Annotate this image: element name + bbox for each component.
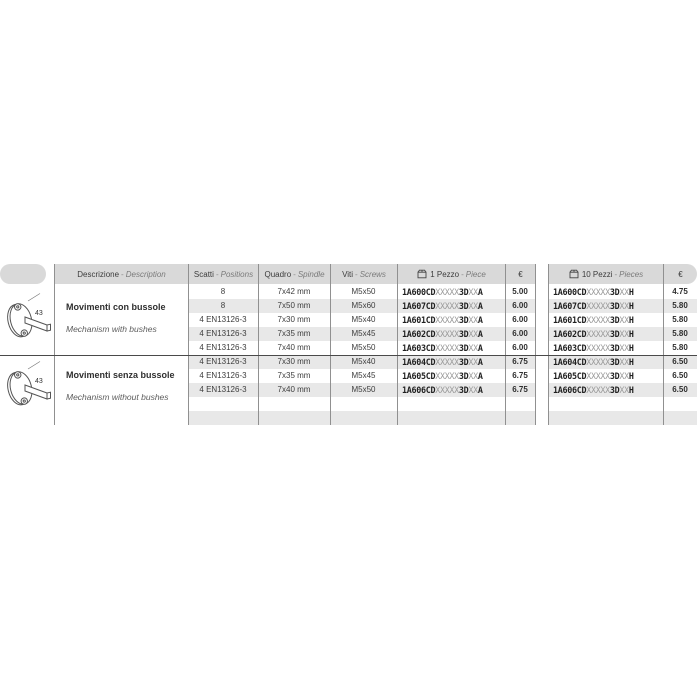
code-segment: 3D — [458, 371, 469, 381]
code-placeholder-segment: XXXXX — [586, 329, 610, 339]
code-placeholder-segment: XX — [619, 329, 629, 339]
cell-code-1pc — [397, 327, 505, 341]
code-placeholder-segment: XXXXX — [586, 357, 610, 367]
code-placeholder-segment: XX — [468, 301, 478, 311]
cell-positions: 8 — [220, 301, 226, 310]
code-segment: 3D — [609, 357, 620, 367]
cell-positions: 4 EN13126-3 — [199, 315, 247, 324]
cell-positions: 8 — [220, 287, 226, 296]
cell-code-1pc — [397, 299, 505, 313]
group-2-title: Movimenti senza bussole — [66, 370, 175, 380]
code-placeholder-segment: XX — [619, 385, 629, 395]
cell-code-10pc — [548, 355, 663, 369]
code-segment: H — [628, 287, 634, 297]
code-segment: A — [477, 357, 483, 367]
code-placeholder-segment: XXXXX — [586, 343, 610, 353]
cell-spindle: 7x42 mm — [277, 287, 311, 296]
code-placeholder-segment: XX — [468, 371, 478, 381]
table-row — [0, 341, 700, 355]
code-segment: 1A601CD — [553, 315, 587, 325]
code-placeholder-segment: XX — [468, 385, 478, 395]
code-segment: 1A606CD — [553, 385, 587, 395]
code-placeholder-segment: XXXXX — [435, 301, 459, 311]
cell-code-1pc — [397, 285, 505, 299]
header-euro-10-pieces — [664, 264, 697, 284]
code-segment: A — [477, 301, 483, 311]
cell-positions: 4 EN13126-3 — [199, 357, 247, 366]
code-segment: H — [628, 371, 634, 381]
code-placeholder-segment: XX — [619, 315, 629, 325]
code-placeholder-segment: XX — [619, 371, 629, 381]
code-placeholder-segment: XXXXX — [435, 287, 459, 297]
cell-price-1pc: 5.00 — [512, 287, 528, 296]
code-segment: 3D — [609, 287, 620, 297]
header-euro-1-piece — [506, 264, 535, 284]
code-segment: 3D — [458, 385, 469, 395]
code-segment: 3D — [609, 315, 620, 325]
header-1-piece-it: 1 Pezzo — [430, 269, 460, 279]
cell-price-1pc: 6.75 — [512, 385, 528, 394]
header-image-column — [0, 264, 46, 284]
package-icon — [569, 269, 579, 279]
code-segment: H — [628, 315, 634, 325]
header-separator: - — [461, 269, 464, 279]
header-spindle-it: Quadro — [264, 269, 292, 279]
cell-spindle: 7x40 mm — [277, 385, 311, 394]
cell-code-10pc — [548, 383, 663, 397]
cell-screws: M5x50 — [351, 385, 376, 394]
mechanism-without-bushes-drawing — [1, 358, 53, 416]
cell-price-1pc: 6.75 — [512, 357, 528, 366]
group-1-title: Movimenti con bussole — [66, 302, 166, 312]
cell-spindle: 7x50 mm — [277, 301, 311, 310]
cell-code-10pc — [548, 299, 663, 313]
cell-screws: M5x45 — [351, 329, 376, 338]
code-placeholder-segment: XXXXX — [435, 329, 459, 339]
code-placeholder-segment: XXXXX — [435, 357, 459, 367]
cell-spindle: 7x35 mm — [277, 371, 311, 380]
dimension-label: 43 — [35, 310, 43, 317]
cell-positions: 4 EN13126-3 — [199, 343, 247, 352]
code-placeholder-segment: XX — [468, 329, 478, 339]
header-separator: - — [215, 269, 219, 279]
code-placeholder-segment: XXXXX — [586, 301, 610, 311]
header-positions-en: Positions — [220, 269, 254, 279]
code-segment: 1A604CD — [553, 357, 587, 367]
cell-code-1pc — [397, 341, 505, 355]
cell-code-10pc — [548, 341, 663, 355]
code-segment: 3D — [609, 343, 620, 353]
header-separator: - — [614, 269, 618, 279]
cell-positions: 4 EN13126-3 — [199, 385, 247, 394]
cell-price-10pc: 5.80 — [672, 301, 688, 310]
group-1-subtitle: Mechanism with bushes — [66, 324, 157, 334]
code-segment: 1A604CD — [402, 357, 436, 367]
code-placeholder-segment: XXXXX — [435, 315, 459, 325]
code-segment: A — [477, 371, 483, 381]
header-10-pieces-en: Pieces — [619, 269, 644, 279]
cell-price-1pc: 6.00 — [512, 329, 528, 338]
code-segment: 1A606CD — [402, 385, 436, 395]
code-placeholder-segment: XX — [468, 315, 478, 325]
header-spindle-en: Spindle — [297, 269, 325, 279]
header-separator: - — [293, 269, 296, 279]
code-segment: 1A601CD — [402, 315, 436, 325]
header-spindle — [259, 264, 330, 284]
cell-code-1pc — [397, 313, 505, 327]
group-divider-line — [0, 355, 697, 356]
cell-price-10pc: 6.50 — [672, 371, 688, 380]
cell-screws: M5x40 — [351, 315, 376, 324]
code-segment: A — [477, 315, 483, 325]
code-segment: 3D — [458, 357, 469, 367]
cell-code-1pc — [397, 383, 505, 397]
code-segment: 1A607CD — [553, 301, 587, 311]
cell-positions: 4 EN13126-3 — [199, 329, 247, 338]
cell-screws: M5x60 — [351, 301, 376, 310]
code-segment: A — [477, 343, 483, 353]
cell-code-10pc — [548, 369, 663, 383]
code-segment: H — [628, 385, 634, 395]
euro-symbol: € — [678, 269, 683, 279]
mechanism-with-bushes-drawing — [1, 290, 53, 348]
code-placeholder-segment: XXXXX — [435, 385, 459, 395]
cell-price-10pc: 6.50 — [672, 385, 688, 394]
code-placeholder-segment: XX — [619, 287, 629, 297]
code-segment: 1A605CD — [553, 371, 587, 381]
cell-price-1pc: 6.75 — [512, 371, 528, 380]
row-stripe — [188, 411, 535, 425]
cell-price-1pc: 6.00 — [512, 315, 528, 324]
catalog-table — [0, 262, 700, 434]
table-row — [0, 285, 700, 299]
code-segment: A — [477, 329, 483, 339]
code-segment: H — [628, 301, 634, 311]
code-segment: H — [628, 343, 634, 353]
code-segment: H — [628, 357, 634, 367]
code-segment: A — [477, 385, 483, 395]
cell-code-10pc — [548, 285, 663, 299]
code-placeholder-segment: XX — [468, 357, 478, 367]
dimension-label: 43 — [35, 378, 43, 385]
code-segment: 3D — [609, 385, 620, 395]
code-segment: 3D — [458, 329, 469, 339]
code-segment: 1A605CD — [402, 371, 436, 381]
cell-spindle: 7x30 mm — [277, 315, 311, 324]
cell-code-10pc — [548, 313, 663, 327]
code-segment: 1A600CD — [402, 287, 436, 297]
cell-spindle: 7x35 mm — [277, 329, 311, 338]
code-placeholder-segment: XXXXX — [586, 385, 610, 395]
code-placeholder-segment: XXXXX — [586, 371, 610, 381]
header-1-piece-en: Piece — [465, 269, 486, 279]
cell-spindle: 7x40 mm — [277, 343, 311, 352]
cell-code-1pc — [397, 355, 505, 369]
header-description — [55, 264, 188, 284]
cell-positions: 4 EN13126-3 — [199, 371, 247, 380]
code-segment: 1A603CD — [402, 343, 436, 353]
euro-symbol: € — [518, 269, 523, 279]
row-stripe — [548, 411, 697, 425]
cell-code-10pc — [548, 327, 663, 341]
code-segment: 3D — [458, 315, 469, 325]
code-segment: 3D — [458, 301, 469, 311]
header-description-it: Descrizione — [77, 269, 120, 279]
cell-price-10pc: 6.50 — [672, 357, 688, 366]
code-placeholder-segment: XXXXX — [586, 287, 610, 297]
code-placeholder-segment: XXXXX — [435, 371, 459, 381]
code-placeholder-segment: XX — [468, 287, 478, 297]
cell-screws: M5x50 — [351, 343, 376, 352]
header-10-pieces — [549, 264, 663, 284]
group-2-subtitle: Mechanism without bushes — [66, 392, 169, 402]
code-segment: 3D — [609, 371, 620, 381]
code-segment: 3D — [458, 287, 469, 297]
code-placeholder-segment: XX — [619, 343, 629, 353]
code-segment: 3D — [609, 301, 620, 311]
code-placeholder-segment: XX — [468, 343, 478, 353]
package-icon — [417, 269, 427, 279]
cell-price-10pc: 5.80 — [672, 329, 688, 338]
code-segment: 1A602CD — [553, 329, 587, 339]
code-segment: H — [628, 329, 634, 339]
header-positions-it: Scatti — [193, 269, 214, 279]
code-segment: 1A607CD — [402, 301, 436, 311]
header-description-en: Description — [125, 269, 166, 279]
cell-price-10pc: 4.75 — [672, 287, 688, 296]
header-separator: - — [121, 269, 124, 279]
header-screws-it: Viti — [342, 269, 354, 279]
cell-screws: M5x50 — [351, 287, 376, 296]
table-row — [0, 355, 700, 369]
code-segment: A — [477, 287, 483, 297]
code-segment: 1A600CD — [553, 287, 587, 297]
code-placeholder-segment: XX — [619, 301, 629, 311]
header-separator: - — [355, 269, 358, 279]
code-segment: 1A603CD — [553, 343, 587, 353]
cell-code-1pc — [397, 369, 505, 383]
code-placeholder-segment: XXXXX — [435, 343, 459, 353]
code-segment: 1A602CD — [402, 329, 436, 339]
code-placeholder-segment: XX — [619, 357, 629, 367]
header-positions — [189, 264, 258, 284]
header-screws — [331, 264, 397, 284]
cell-spindle: 7x30 mm — [277, 357, 311, 366]
cell-price-1pc: 6.00 — [512, 301, 528, 310]
cell-screws: M5x40 — [351, 357, 376, 366]
cell-price-1pc: 6.00 — [512, 343, 528, 352]
cell-price-10pc: 5.80 — [672, 315, 688, 324]
cell-price-10pc: 5.80 — [672, 343, 688, 352]
code-segment: 3D — [609, 329, 620, 339]
cell-screws: M5x45 — [351, 371, 376, 380]
header-1-piece — [398, 264, 505, 284]
code-segment: 3D — [458, 343, 469, 353]
header-10-pieces-it: 10 Pezzi — [581, 269, 613, 279]
code-placeholder-segment: XXXXX — [586, 315, 610, 325]
header-screws-en: Screws — [359, 269, 386, 279]
